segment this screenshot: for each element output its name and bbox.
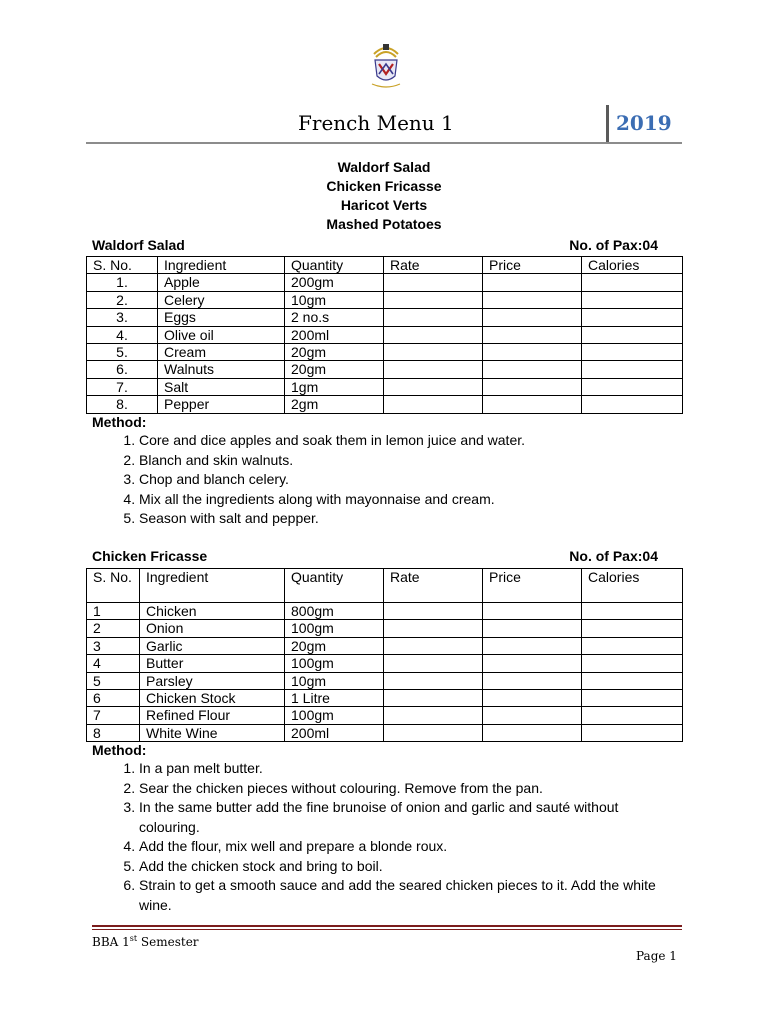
method-step: 5. Season with salt and pepper.	[139, 509, 682, 529]
table-cell: Celery	[158, 291, 285, 308]
table-cell	[384, 378, 483, 395]
table-header-row	[87, 257, 683, 274]
menu-list	[86, 158, 682, 234]
menu-item: Haricot Verts	[340, 197, 428, 213]
table-cell	[582, 361, 683, 378]
header-rule	[86, 142, 682, 144]
table-cell	[384, 655, 483, 672]
waldorf-title: Waldorf Salad	[92, 237, 185, 253]
table-cell	[483, 326, 582, 343]
method-step: 1. Core and dice apples and soak them in lemon juice and water.	[139, 431, 682, 451]
method-step: 4. Add the flour, mix well and prepare a blonde roux.	[139, 837, 682, 857]
table-cell: 2	[87, 620, 140, 637]
table-cell: 100gm	[285, 707, 384, 724]
table-cell	[384, 637, 483, 654]
table-cell: 100gm	[285, 655, 384, 672]
method-step: 4. Mix all the ingredients along with mayonnaise and cream.	[139, 490, 682, 510]
table-cell	[582, 707, 683, 724]
fricasse-section-heading	[92, 547, 658, 565]
table-cell: Chicken Stock	[140, 689, 285, 706]
table-cell	[582, 378, 683, 395]
table-cell: 2 no.s	[285, 309, 384, 326]
table-cell: Walnuts	[158, 361, 285, 378]
table-row	[87, 637, 683, 654]
column-header: Quantity	[285, 569, 384, 603]
table-cell	[582, 396, 683, 413]
column-header: Price	[483, 257, 582, 274]
table-cell	[582, 343, 683, 360]
table-cell: Refined Flour	[140, 707, 285, 724]
table-cell: Garlic	[140, 637, 285, 654]
table-cell: White Wine	[140, 724, 285, 741]
table-cell: 1 Litre	[285, 689, 384, 706]
table-cell	[483, 274, 582, 291]
column-header: Calories	[582, 257, 683, 274]
fricasse-method-label: Method:	[92, 742, 147, 758]
table-cell: 5.	[87, 343, 158, 360]
table-row	[87, 620, 683, 637]
method-step: 3. Chop and blanch celery.	[139, 470, 682, 490]
table-cell	[384, 291, 483, 308]
column-header: Quantity	[285, 257, 384, 274]
table-cell	[582, 291, 683, 308]
footer-semester-suffix: Semester	[137, 935, 199, 949]
table-header-row	[87, 569, 683, 603]
table-cell: 7.	[87, 378, 158, 395]
table-cell: 4	[87, 655, 140, 672]
table-cell	[483, 724, 582, 741]
table-cell	[384, 672, 483, 689]
table-cell: 3.	[87, 309, 158, 326]
table-row	[87, 291, 683, 308]
column-header: S. No.	[87, 569, 140, 603]
table-cell	[582, 689, 683, 706]
table-cell	[582, 724, 683, 741]
table-cell: Butter	[140, 655, 285, 672]
table-cell	[483, 343, 582, 360]
table-cell	[582, 620, 683, 637]
waldorf-method-list	[92, 431, 682, 529]
table-cell	[483, 707, 582, 724]
table-cell: 2gm	[285, 396, 384, 413]
table-cell	[384, 343, 483, 360]
waldorf-ingredient-table	[86, 256, 683, 414]
table-cell	[483, 655, 582, 672]
column-header: Rate	[384, 569, 483, 603]
table-cell: 6.	[87, 361, 158, 378]
fricasse-title: Chicken Fricasse	[92, 548, 208, 564]
table-cell: Eggs	[158, 309, 285, 326]
table-cell	[483, 689, 582, 706]
table-cell	[582, 326, 683, 343]
menu-item: Waldorf Salad	[337, 159, 431, 175]
header-divider	[606, 105, 609, 142]
document-title: French Menu 1	[298, 111, 454, 135]
table-row	[87, 689, 683, 706]
table-cell	[582, 274, 683, 291]
table-row	[87, 309, 683, 326]
table-cell: 1	[87, 603, 140, 620]
table-cell: 1gm	[285, 378, 384, 395]
footer-semester-sup: st	[129, 934, 138, 943]
table-cell: 200gm	[285, 274, 384, 291]
table-row	[87, 724, 683, 741]
table-cell: Chicken	[140, 603, 285, 620]
table-cell	[384, 396, 483, 413]
table-cell	[483, 291, 582, 308]
table-cell	[582, 309, 683, 326]
column-header: S. No.	[87, 257, 158, 274]
fricasse-method-list	[92, 759, 682, 915]
table-cell: 800gm	[285, 603, 384, 620]
table-cell	[582, 637, 683, 654]
method-step: 2. Blanch and skin walnuts.	[139, 451, 682, 471]
table-cell: Parsley	[140, 672, 285, 689]
column-header: Price	[483, 569, 582, 603]
table-cell	[384, 361, 483, 378]
table-cell	[582, 655, 683, 672]
table-cell: Pepper	[158, 396, 285, 413]
method-step: 5. Add the chicken stock and bring to boil.	[139, 857, 682, 877]
footer-rule	[92, 925, 682, 927]
institute-crest-logo	[366, 40, 406, 92]
table-row	[87, 655, 683, 672]
table-cell	[384, 326, 483, 343]
table-cell: 100gm	[285, 620, 384, 637]
table-row	[87, 274, 683, 291]
table-cell: Olive oil	[158, 326, 285, 343]
waldorf-pax: No. of Pax:04	[569, 237, 658, 253]
table-cell	[384, 603, 483, 620]
table-cell: Cream	[158, 343, 285, 360]
table-cell: 3	[87, 637, 140, 654]
column-header: Ingredient	[158, 257, 285, 274]
table-cell: 200ml	[285, 326, 384, 343]
table-cell	[483, 309, 582, 326]
table-row	[87, 378, 683, 395]
table-cell	[483, 672, 582, 689]
column-header: Calories	[582, 569, 683, 603]
table-cell: 8.	[87, 396, 158, 413]
method-step: 6. Strain to get a smooth sauce and add the seared chicken pieces to it. Add the white wine.	[139, 876, 682, 915]
table-cell: 10gm	[285, 291, 384, 308]
table-cell: 10gm	[285, 672, 384, 689]
table-cell: 7	[87, 707, 140, 724]
footer-semester-prefix: BBA 1	[92, 935, 130, 949]
table-cell: 6	[87, 689, 140, 706]
table-row	[87, 603, 683, 620]
table-cell: 20gm	[285, 343, 384, 360]
table-cell: 8	[87, 724, 140, 741]
table-cell: 1.	[87, 274, 158, 291]
table-cell: 2.	[87, 291, 158, 308]
table-row	[87, 672, 683, 689]
table-cell: 4.	[87, 326, 158, 343]
table-row	[87, 343, 683, 360]
method-step: 2. Sear the chicken pieces without colouring. Remove from the pan.	[139, 779, 682, 799]
menu-item: Chicken Fricasse	[326, 178, 442, 194]
method-step: 3. In the same butter add the fine brunoise of onion and garlic and sauté without colouring.	[139, 798, 682, 837]
table-cell	[384, 689, 483, 706]
table-row	[87, 361, 683, 378]
table-cell	[384, 724, 483, 741]
table-row	[87, 396, 683, 413]
table-cell	[483, 396, 582, 413]
fricasse-ingredient-table	[86, 568, 683, 742]
table-cell	[582, 603, 683, 620]
footer-rule	[92, 929, 682, 930]
table-cell	[582, 672, 683, 689]
column-header: Ingredient	[140, 569, 285, 603]
table-cell	[384, 620, 483, 637]
table-row	[87, 707, 683, 724]
table-cell: 5	[87, 672, 140, 689]
table-cell: Salt	[158, 378, 285, 395]
table-cell	[483, 378, 582, 395]
table-cell	[384, 707, 483, 724]
table-cell	[483, 603, 582, 620]
table-cell	[483, 637, 582, 654]
waldorf-method-label: Method:	[92, 414, 147, 430]
table-cell: Onion	[140, 620, 285, 637]
fricasse-pax: No. of Pax:04	[569, 548, 658, 564]
method-step: 1. In a pan melt butter.	[139, 759, 682, 779]
table-cell	[384, 274, 483, 291]
document-year: 2019	[616, 111, 672, 135]
column-header: Rate	[384, 257, 483, 274]
waldorf-section-heading	[92, 236, 658, 254]
table-cell: 200ml	[285, 724, 384, 741]
footer-semester	[92, 934, 199, 949]
menu-item: Mashed Potatoes	[326, 216, 442, 232]
table-row	[87, 326, 683, 343]
table-cell	[384, 309, 483, 326]
table-cell: Apple	[158, 274, 285, 291]
table-cell: 20gm	[285, 637, 384, 654]
page-number: Page 1	[636, 949, 677, 963]
table-cell: 20gm	[285, 361, 384, 378]
table-cell	[483, 361, 582, 378]
table-cell	[483, 620, 582, 637]
